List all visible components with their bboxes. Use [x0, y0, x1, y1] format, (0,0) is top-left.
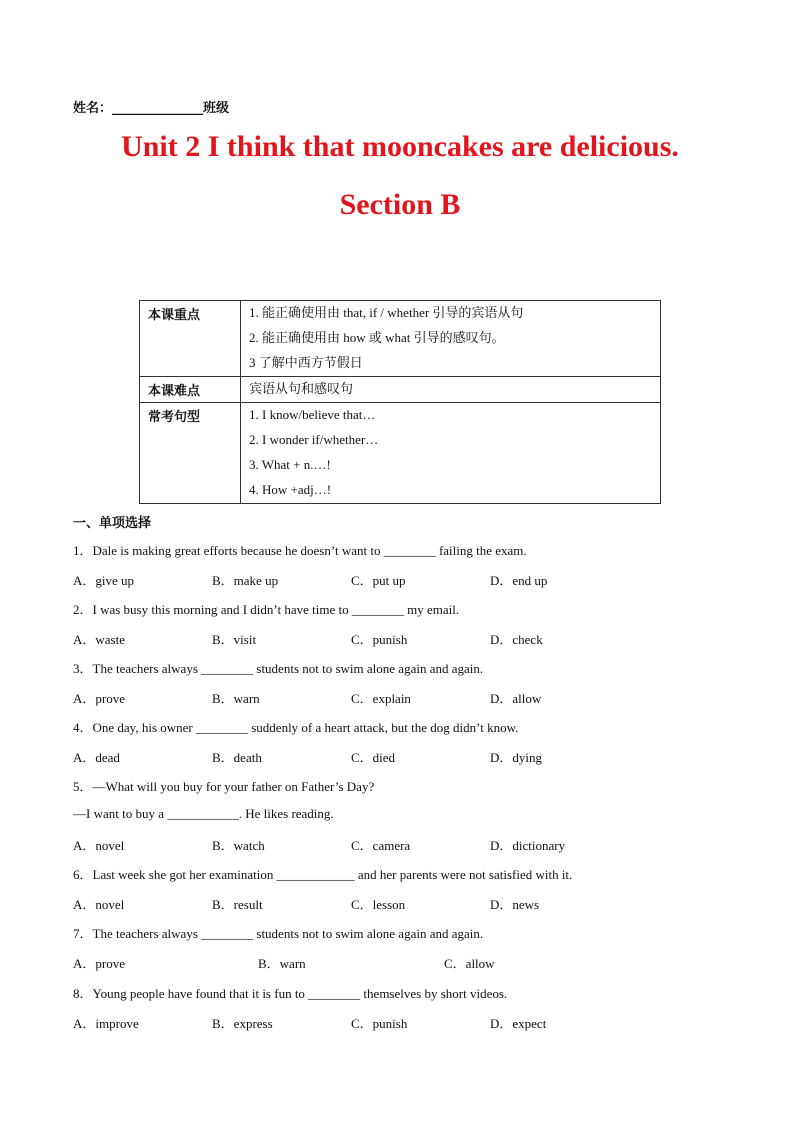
question-stem: 7．The teachers always ________ students not to swim alone again and again.: [73, 926, 484, 941]
question-stem: 4．One day, his owner ________ suddenly of a heart attack, but the dog didn’t know.: [73, 720, 519, 735]
row-label-sentence-patterns: 常考句型: [140, 403, 241, 504]
option-d: D．news: [490, 897, 540, 912]
content-line: 2. I wonder if/whether…: [249, 432, 379, 447]
lesson-info-table: [139, 300, 661, 504]
option-b: B．visit: [212, 632, 257, 647]
question-stem: 3．The teachers always ________ students not to swim alone again and again.: [73, 661, 484, 676]
option-b: B．watch: [212, 838, 265, 853]
page-subtitle: Section B: [339, 188, 461, 221]
option-a: A．novel: [73, 838, 125, 853]
content-line: 3. What + n.…!: [249, 457, 331, 472]
option-c: C．punish: [351, 632, 408, 647]
option-c: C．allow: [444, 956, 495, 971]
table-row: [140, 403, 661, 504]
option-b: B．warn: [212, 691, 260, 706]
row-content-difficulties: [241, 377, 661, 403]
option-b: B．death: [212, 750, 262, 765]
question-stem: 6．Last week she got her examination ____________ and her parents were not satisfied with it.: [73, 867, 573, 882]
option-a: A．novel: [73, 897, 125, 912]
section-heading: 一、单项选择: [73, 516, 152, 531]
name-class-line: 姓名：______________班级: [73, 101, 230, 116]
option-a: A．prove: [73, 956, 125, 971]
option-d: D．end up: [490, 573, 548, 588]
option-c: C．lesson: [351, 897, 406, 912]
content-line: 2. 能正确使用由 how 或 what 引导的感叹句。: [249, 330, 505, 345]
option-d: D．dying: [490, 750, 543, 765]
option-d: D．allow: [490, 691, 542, 706]
content-line: 4. How +adj…!: [249, 482, 332, 497]
option-a: A．dead: [73, 750, 120, 765]
row-label-difficulties: 本课难点: [140, 377, 241, 403]
row-content-key-points: [241, 301, 661, 377]
option-c: C．put up: [351, 573, 406, 588]
option-c: C．died: [351, 750, 396, 765]
option-c: C．explain: [351, 691, 411, 706]
content-line: 1. 能正确使用由 that, if / whether 引导的宾语从句: [249, 305, 524, 320]
option-b: B．result: [212, 897, 263, 912]
option-a: A．prove: [73, 691, 125, 706]
question-stem: 8．Young people have found that it is fun to ________ themselves by short videos.: [73, 986, 508, 1001]
option-d: D．check: [490, 632, 543, 647]
option-b: B．make up: [212, 573, 279, 588]
content-line: 1. I know/believe that…: [249, 407, 376, 422]
content-line: 宾语从句和感叹句: [249, 381, 354, 396]
content-line: 3 了解中西方节假日: [249, 355, 363, 370]
table-row: [140, 377, 661, 403]
option-b: B．warn: [258, 956, 306, 971]
option-b: B．express: [212, 1016, 273, 1031]
option-c: C．camera: [351, 838, 411, 853]
option-d: D．dictionary: [490, 838, 566, 853]
question-stem: 5．—What will you buy for your father on Father’s Day?: [73, 779, 375, 794]
question-stem: 1．Dale is making great efforts because he doesn’t want to ________ failing the exam.: [73, 543, 527, 558]
page-title: Unit 2 I think that mooncakes are delicious.: [121, 130, 679, 163]
row-content-sentence-patterns: [241, 403, 661, 504]
question-stem-line2: —I want to buy a ___________. He likes reading.: [73, 806, 334, 821]
option-d: D．expect: [490, 1016, 547, 1031]
row-label-key-points: 本课重点: [140, 301, 241, 377]
option-a: A．give up: [73, 573, 135, 588]
question-stem: 2．I was busy this morning and I didn’t have time to ________ my email.: [73, 602, 460, 617]
table-row: [140, 301, 661, 377]
option-a: A．improve: [73, 1016, 139, 1031]
option-a: A．waste: [73, 632, 125, 647]
option-c: C．punish: [351, 1016, 408, 1031]
